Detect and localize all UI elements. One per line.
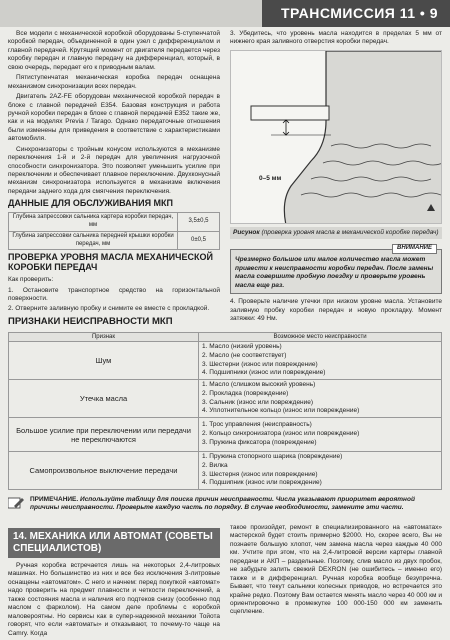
table-row bbox=[9, 380, 442, 418]
step-1: 1. Остановите транспортное средство на горизонтальной поверхности. bbox=[8, 286, 220, 303]
cause-item: 1. Трос управления (неисправность) bbox=[202, 421, 312, 429]
column-header-cause: Возможное место неисправности bbox=[199, 333, 442, 342]
caption-label: Рисунок bbox=[233, 228, 260, 236]
cause-item: 1. Масло (слишком высокий уровень) bbox=[202, 381, 316, 389]
right-column bbox=[230, 30, 442, 325]
table-header-row bbox=[9, 333, 442, 342]
attention-text: Чрезмерно большое или малое количество масла может привести к неисправности коробки передач. После замены масла совершите пробную поездку и проверьте уровень масла еще раз. bbox=[235, 256, 434, 289]
oil-level-diagram bbox=[231, 51, 442, 224]
cause-cell bbox=[199, 418, 442, 452]
table-row bbox=[9, 231, 220, 250]
header-title-block bbox=[262, 0, 450, 27]
intro-paragraph: Все модели с механической коробкой оборудованы 5-ступенчатой коробкой передач, объединенной в один узел с дифференциалом и главной передачей. Крутящий момент от двигателя передается через коробку передач и главную передачу на дифференциал, который, в свою очередь, передает его к приводным валам. bbox=[8, 30, 220, 71]
page-title: ТРАНСМИССИЯ 11 • 9 bbox=[280, 5, 438, 21]
cause-item: 1. Пружина стопорного шарика (повреждение) bbox=[202, 453, 343, 461]
figure-caption bbox=[230, 227, 442, 239]
cause-item: 4. Подшипники (износ или повреждение) bbox=[202, 369, 326, 377]
check-heading: ПРОВЕРКА УРОВНЯ МАСЛА МЕХАНИЧЕСКОЙ КОРОБКИ ПЕРЕДАЧ bbox=[8, 252, 213, 273]
cause-item: 2. Кольцо синхронизатора (износ или повреждение) bbox=[202, 430, 360, 438]
step-4: 4. Проверьте наличие утечки при низком уровне масла. Установите заливную пробку коробки передач и новую прокладку. Момент затяжки: 49 Нм. bbox=[230, 298, 442, 322]
spec-value: 3,5±0,5 bbox=[178, 213, 220, 232]
cause-item: 2. Масло (не соответствует) bbox=[202, 351, 287, 359]
section-14-left bbox=[8, 562, 220, 640]
symptom-cell: Утечка масла bbox=[9, 380, 199, 418]
symptom-cell: Шум bbox=[9, 342, 199, 380]
note-body: Используйте таблицу для поиска причин неисправности. Числа указывают приоритет вероятной причины неисправности. Проверьте каждую часть по порядку. В случае необходимости, замените эти части. bbox=[30, 496, 415, 512]
spec-label: Глубина запрессовки сальника передней крышки коробки передач, мм bbox=[9, 231, 178, 250]
page-header bbox=[0, 0, 450, 30]
cause-item: 4. Подшипник (износ или повреждение) bbox=[202, 479, 322, 487]
cause-cell bbox=[199, 380, 442, 418]
faults-heading: ПРИЗНАКИ НЕИСПРАВНОСТИ МКП bbox=[8, 316, 173, 327]
table-row bbox=[9, 452, 442, 490]
section-14-paragraph-2: такое произойдет, ремонт в специализированного на «автоматах» мастерской будет стоить примерно $2000. Но, скорее всего, Вы не познаете большую хлопот, чем замена масла через каждые 40 000 км. Учтите при этом, что на 2,4-литровой версии картеры главной передачи и АКП – раздельные. Поэтому, слив масло из двух пробок, не забудьте залить свежий DEXRON (не ошибитесь – именно его) также и в дифференциал. Ручная коробка вообще безупречна. Бывает, что текут сальники колесных приводов, но встречается это крайне редко. Поэтому Вам остается менять масло через 40 000 км и ориентировочно в промежутке 100 000-150 000 км заменить сцепление. bbox=[230, 524, 442, 616]
table-row bbox=[9, 418, 442, 452]
oil-level-figure bbox=[230, 50, 442, 224]
cause-cell bbox=[199, 452, 442, 490]
section-14-right bbox=[230, 524, 442, 619]
symptom-cell: Самопроизвольное выключение передачи bbox=[9, 452, 199, 490]
symptom-cell: Большое усилие при переключении или передачи не переключаются bbox=[9, 418, 199, 452]
table-row bbox=[9, 213, 220, 232]
cause-cell bbox=[199, 342, 442, 380]
caption-text: (проверка уровня масла в механической коробке передач) bbox=[261, 228, 439, 236]
attention-box bbox=[230, 245, 442, 294]
table-row bbox=[9, 342, 442, 380]
step-2: 2. Отверните заливную пробку и снимите ее вместе с прокладкой. bbox=[8, 305, 210, 313]
step-3: 3. Убедитесь, что уровень масла находится в пределах 5 мм от нижнего края заливного отверстия коробки передач. bbox=[230, 30, 442, 46]
note-block bbox=[8, 496, 442, 513]
cause-item: 3. Шестерня (износ или повреждение) bbox=[202, 470, 318, 478]
check-intro: Как проверить: bbox=[8, 276, 54, 284]
section-14-paragraph-1: Ручная коробка встречается лишь на некоторых 2,4-литровых машинах. Но большинство из них и все без исключения 3-литровые оснащены «автоматом». С него и начнем: перед покупкой «автомат» надо проверить на предмет плавности и четкости переключений, а также состояния масла и наличия его подтеков снизу (особенно под маслом с фарколом). На самом деле проблемы с коробкой маловероятны. Но сервисы как в супер-надежной механики Тойота говорят, что если «автоматы» и отказывают, то почему-то чаще на Camry. Когда bbox=[8, 562, 220, 637]
attention-label: ВНИМАНИЕ bbox=[392, 244, 437, 254]
engine-paragraph: Двигатель 2AZ-FE оборудован механической коробкой передач в блоке с главной передачей E354. Базовая конструкция и работа ручной коробки передач в блоке с главной передачей E352 такие же, как и на моделях Previa / Tarago. Однако передаточные отношения были изменены для приведения в соответствие с характеристиками автомобиля. bbox=[8, 93, 220, 143]
cause-item: 4. Уплотнительное кольцо (износ или повреждение) bbox=[202, 407, 360, 415]
note-label: ПРИМЕЧАНИЕ. bbox=[30, 496, 79, 503]
sync-paragraph: Пятиступенчатая механическая коробка передач оснащена механизмом синхронизации всех передач. bbox=[8, 74, 220, 90]
cause-item: 3. Сальник (износ или повреждение) bbox=[202, 398, 314, 406]
cause-item: 2. Вилка bbox=[202, 461, 228, 469]
faults-table bbox=[8, 332, 442, 490]
cause-item: 3. Пружина фиксатора (повреждение) bbox=[202, 439, 317, 446]
cause-item: 3. Шестерни (износ или повреждение) bbox=[202, 360, 318, 368]
spec-value: 0±0,5 bbox=[178, 231, 220, 250]
section-14-heading: 14. МЕХАНИКА ИЛИ АВТОМАТ (СОВЕТЫ СПЕЦИАЛИСТОВ) bbox=[8, 528, 220, 558]
cause-item: 1. Масло (низкий уровень) bbox=[202, 343, 282, 350]
pencil-note-icon bbox=[8, 496, 24, 510]
column-header-symptom: Признак bbox=[9, 333, 199, 342]
synchronizer-paragraph: Синхронизаторы с тройным конусом используются в механизме переключения 1-й и 2-й передач для увеличения нагрузочной способности синхронизатора. Это позволяет уменьшить усилие при переключении и обеспечивает плавное переключение. Двухконусный механизм синхронизатора используется в механизме включения передачи заднего хода для смягчения переключения. bbox=[8, 145, 220, 195]
spec-table bbox=[8, 212, 220, 250]
spec-heading: ДАННЫЕ ДЛЯ ОБСЛУЖИВАНИЯ МКП bbox=[8, 198, 174, 209]
dimension-label: 0–5 мм bbox=[259, 174, 282, 182]
left-column bbox=[8, 30, 220, 316]
cause-item: 2. Прокладка (повреждение) bbox=[202, 389, 289, 397]
note-text bbox=[30, 496, 442, 513]
spec-label: Глубина запрессовки сальника картера коробки передач, мм bbox=[9, 213, 178, 232]
